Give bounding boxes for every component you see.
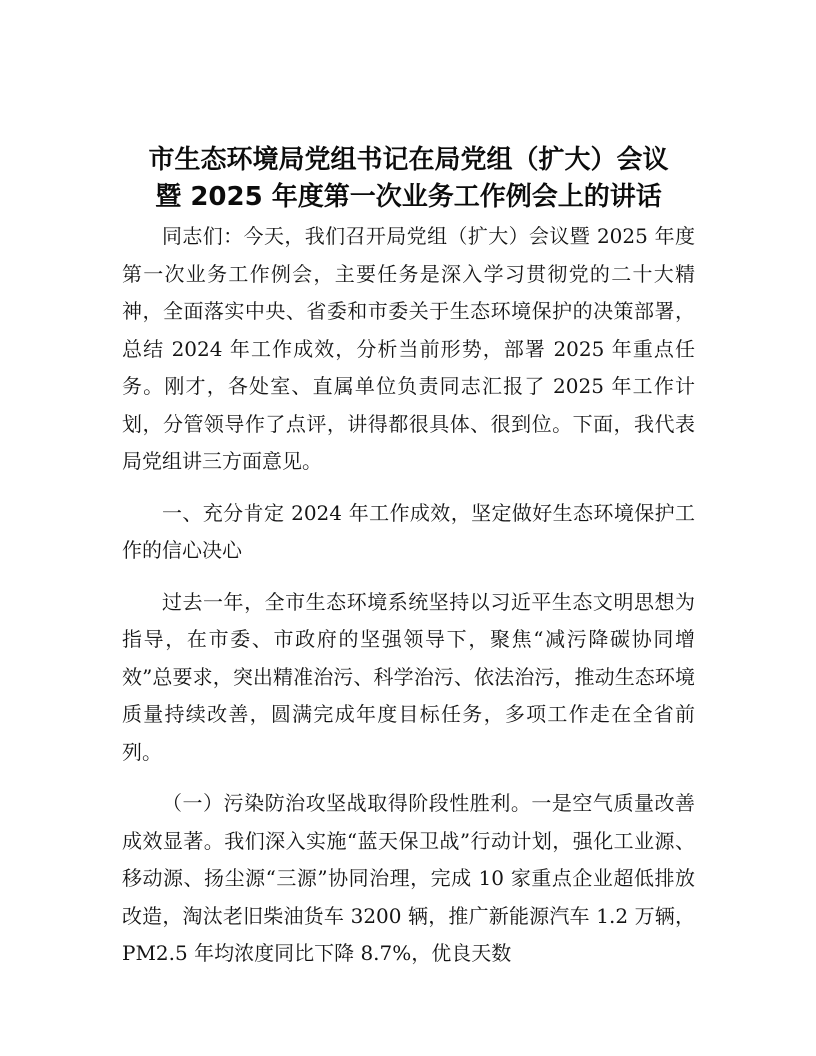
paragraph-pollution-control: （一）污染防治攻坚战取得阶段性胜利。一是空气质量改善成效显著。我们深入实施“蓝天保卫战”行动计划，强化工业源、移动源、扬尘源“三源”协同治理，完成 10 家重点企业超低排放改造，淘汰老旧柴油货车 3200 辆，推广新能源汽车 1.2 万辆，PM2.5 年均浓度同比下降 8.7%，优良天数 [122, 791, 695, 965]
section-heading-1: 一、充分肯定 2024 年工作成效，坚定做好生态环境保护工作的信心决心 [122, 500, 695, 562]
document-body [122, 142, 695, 973]
title-line-2: 暨 2025 年度第一次业务工作例会上的讲话 [155, 182, 662, 212]
paragraph-review: 过去一年，全市生态环境系统坚持以习近平生态文明思想为指导，在市委、市政府的坚强领导下，聚焦“减污降碳协同增效”总要求，突出精准治污、科学治污、依法治污，推动生态环境质量持续改善，圆满完成年度目标任务，多项工作走在全省前列。 [122, 589, 695, 764]
document-title [122, 142, 695, 216]
paragraph-opening: 同志们：今天，我们召开局党组（扩大）会议暨 2025 年度第一次业务工作例会，主要任务是深入学习贯彻党的二十大精神，全面落实中央、省委和市委关于生态环境保护的决策部署，总结 2024 年工作成效，分析当前形势，部署 2025 年重点任务。刚才，各处室、直属单位负责同志汇报了 2025 年工作计划，分管领导作了点评，讲得都很具体、很到位。下面，我代表局党组讲三方面意见。 [122, 224, 695, 473]
title-line-1: 市生态环境局党组书记在局党组（扩大）会议 [148, 145, 669, 175]
